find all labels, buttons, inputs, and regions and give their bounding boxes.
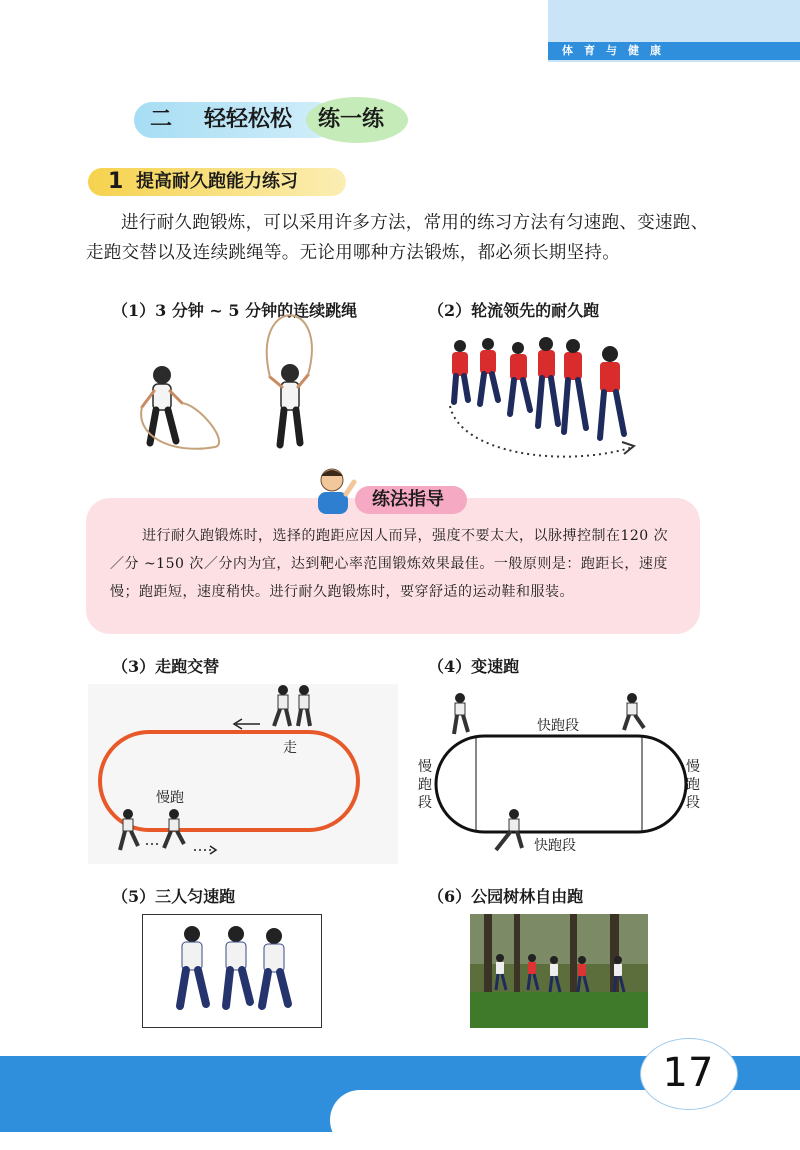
- fast-top-label: 快跑段: [537, 718, 579, 734]
- section-number: 二: [150, 107, 173, 132]
- page-number: 17: [662, 1050, 714, 1096]
- subsection-title: 提高耐久跑能力练习: [136, 171, 298, 192]
- jump-rope-illustration: [130, 325, 340, 460]
- three-runners-photo: [142, 914, 322, 1028]
- slow-left-label: 慢跑段: [418, 759, 432, 811]
- tips-title: 练法指导: [372, 489, 444, 510]
- method-2-caption: （2）轮流领先的耐久跑: [428, 301, 600, 320]
- walk-run-diagram: [88, 684, 398, 864]
- tips-text: 进行耐久跑锻炼时，选择的跑距应因人而异，强度不要太大，以脉搏控制在120 次／分 ~150 次／分内为宜，达到靶心率范围锻炼效果最佳。一般原则是：跑距长，速度慢；跑距短，速度稍快。进行耐久跑锻炼时，要穿舒适的运动鞋和服装。: [110, 528, 669, 600]
- subsection-number: 1: [108, 169, 124, 194]
- method-4-caption: （4）变速跑: [428, 657, 520, 676]
- instructor-icon: [312, 466, 358, 516]
- jumper-1-head: [153, 366, 171, 384]
- intro-paragraph: 进行耐久跑锻炼，可以采用许多方法，常用的练习方法有匀速跑、变速跑、走跑交替以及连续跳绳等。无论用哪种方法锻炼，都必须长期坚持。: [86, 213, 709, 263]
- slow-right-label: 慢跑段: [686, 759, 700, 811]
- section-highlight: 练一练: [318, 107, 385, 132]
- jumper-2-head: [281, 364, 299, 382]
- fast-bottom-label: 快跑段: [534, 838, 576, 854]
- jog-label: 慢跑: [156, 790, 184, 806]
- method-5-caption: （5）三人匀速跑: [112, 887, 236, 906]
- header-subject: 体育与健康: [562, 44, 672, 57]
- walk-label: 走: [283, 740, 297, 756]
- method-3-caption: （3）走跑交替: [112, 657, 220, 676]
- method-6-caption: （6）公园树林自由跑: [428, 887, 584, 906]
- park-run-photo: [470, 914, 648, 1028]
- speed-track: [436, 736, 686, 832]
- method-1-caption: （1）3 分钟 ~ 5 分钟的连续跳绳: [112, 301, 358, 320]
- group-run-illustration: [440, 338, 650, 468]
- section-title: 轻轻松松: [204, 107, 293, 132]
